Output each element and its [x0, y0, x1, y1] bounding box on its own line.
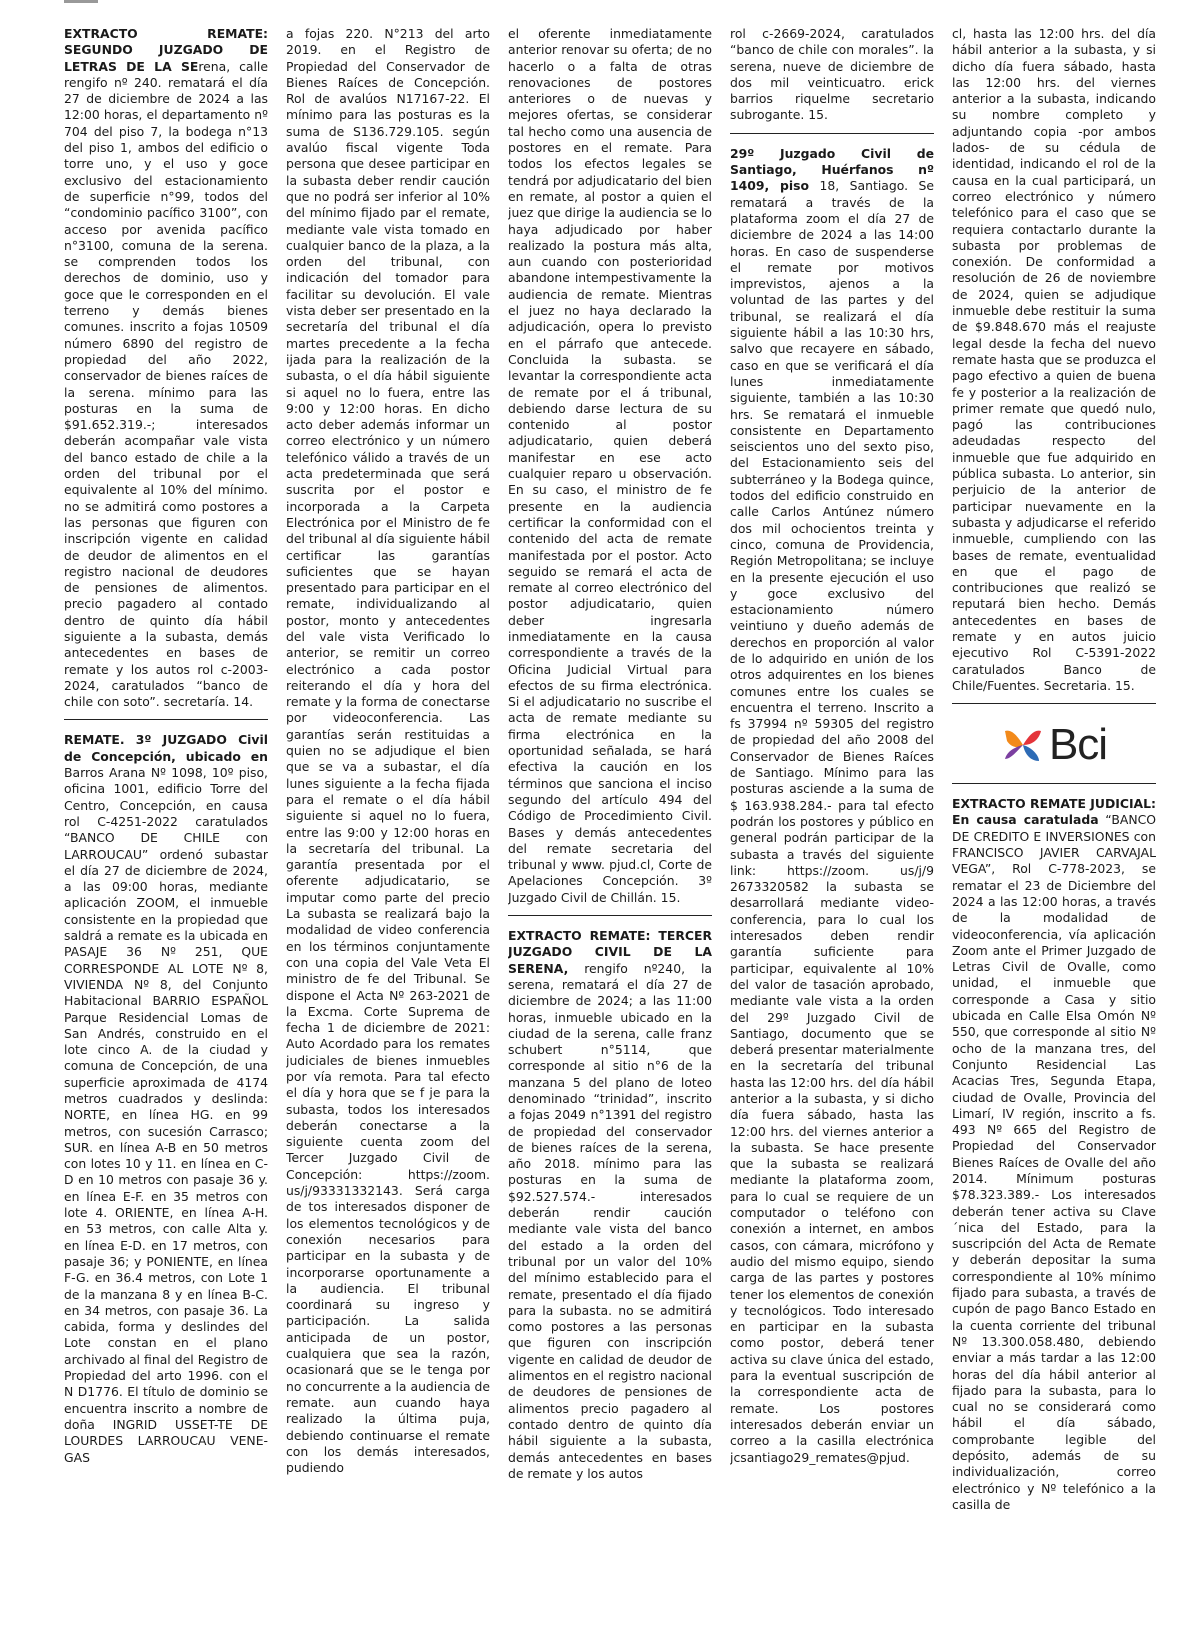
notice-divider [730, 133, 934, 134]
notice-heading: EXTRACTO REMATE: TERCER JUZGADO CIVIL DE LA SERENA, [508, 928, 712, 976]
notice-heading: EXTRACTO REMATE: SEGUNDO JUZGADO DE LETRAS DE LA SE [64, 26, 268, 74]
notice-body: 18, Santiago. Se rematará a través de la plataforma zoom el día 27 de diciembre de 2024 a las 14:00 horas. En caso de suspenderse el remate por motivos imprevistos, ajenos a la voluntad de las partes y del tribunal, se realizará el día siguiente hábil a las 10:30 hrs, salvo que recayere en sábado, caso en que se verificará el día lunes inmediatamente siguiente, también a las 10:30 hrs. Se rematará el inmueble consistente en Departamento seiscientos uno del sexto piso, del Estacionamiento seis del subterráneo y la Bodega quince, todos del edificio construido en calle Carlos Antúnez número dos mil ochocientos treinta y cinco, comuna de Providencia, Región Metropolitana; se incluye en la presente ejecución el uso y goce exclusivo del estacionamiento número veintiuno y dueño además de derechos en proporción al valor de lo adquirido en unión de los otros adquirentes en los bienes comunes entre los cuales se encuentra el terreno. Inscrito a fs 37994 nº 59305 del registro de propiedad del año 2008 del Conservador de Bienes Raíces de Santiago. Mínimo para las posturas asciende a la suma de $ 163.938.284.- para tal efecto podrán los postores y público en general podrán participar de la subasta a través del siguiente link: https://zoom. us/j/9 2673320582 la subasta se desarrollará mediante video-conferencia, para lo cual los interesados deben rendir garantía suficiente para participar, equivalente al 10% del valor de tasación aprobado, mediante vale vista a la orden del 29º Juzgado Civil de Santiago, documento que se deberá presentar materialmente en la secretaría del tribunal hasta las 12:00 hrs. del día hábil anterior a la subasta, y si dicho día fuera sábado, hasta las 12:00 hrs. del viernes anterior a la subasta. Se hace presente que la subasta se realizará mediante la plataforma zoom, para lo cual se requiere de un computador o teléfono con conexión a internet, en ambos casos, con cámara, micrófono y audio del mismo equipo, siendo carga de las partes y postores tener los elementos de conexión y tecnológicos. Todo interesado en participar en la subasta como postor, deberá tener activa su clave única del estado, para la eventual suscripción de la correspondiente acta de remate. Los postores interesados deberán enviar un correo a la casilla electrónica jcsantiago29_remates@pjud. [730, 178, 934, 1465]
notice-serena-segundo-juzgado [64, 26, 268, 710]
column-4 [730, 26, 934, 1636]
notice-concepcion-tercer-juzgado [64, 732, 268, 1465]
notice-body: “BANCO DE CREDITO E INVERSIONES con FRANCISCO JAVIER CARVAJAL VEGA”, Rol C-778-2023, se rematar el 23 de Diciembre del 2024 a las 12:00 horas, a través de la modalidad de videoconferencia, vía aplicación Zoom ante el Primer Juzgado de Letras Civil de Ovalle, como unidad, el inmueble que corresponde a Casa y sitio ubicada en Calle Elsa Omón Nº 550, que corresponde al sitio Nº ocho de la manzana tres, del Conjunto Residencial Las Acacias Tres, Segunda Etapa, ciudad de Ovalle, Provincia del Limarí, IV región, inscrito a fs. 493 Nº 665 del Registro de Propiedad del Conservador Bienes Raíces de Ovalle del año 2014. Mínimum posturas $78.323.389.- Los interesados deberán tener activa su Clave ´nica del Estado, para la suscripción del Acta de Remate y deberán depositar la suma correspondiente al 10% mínimo fijado para subasta, a través de cupón de pago Banco Estado en la cuenta corriente del tribunal Nº 13.300.058.480, debiendo enviar a más tardar a las 12:00 horas del día hábil anterior al fijado para la subasta, para lo cual no se considerará como hábil el día sábado, comprobante legible del depósito, además de su individualización, correo electrónico y Nº telefónico a la casilla de [952, 812, 1156, 1512]
notice-concepcion-continued [286, 26, 490, 1476]
notice-divider [508, 915, 712, 916]
top-rule-mark [64, 0, 98, 3]
notice-divider [952, 783, 1156, 784]
notice-concepcion-end [508, 26, 712, 906]
notice-body: el oferente inmediatamente anterior renovar su oferta; de no hacerlo o a falta de otras renovaciones de postores anteriores o de nuevas y mejores ofertas, se considerar tal hecho como una ausencia de postores en el remate. Para todos los efectos legales se tendrá por adjudicatario del bien en remate, al postor a quien el juez que dirige la audiencia se lo haya adjudicado por haber realizado la postura más alta, aun cuando con posterioridad abandone intempestivamente la audiencia de remate. Mientras el juez no haya declarado la adjudicación, opera lo previsto en el párrafo que antecede. Concluida la subasta. se levantar la correspondiente acta de remate por el á tribunal, debiendo darse lectura de su contenido al postor adjudicatario, quien deberá manifestar en ese acto cualquier reparo u observación. En su caso, el ministro de fe presente en la audiencia certificar la conformidad con el contenido del acta de remate manifestada por el postor. Acto seguido se remará el acta de remate al correo electrónico del postor adjudicatario, quien deber ingresarla inmediatamente en la causa correspondiente a través de la Oficina Judicial Virtual para efectos de su firma electrónica. Si el adjudicatario no suscribe el acta de remate mediante su firma electrónica en la oportunidad señalada, se hará efectiva la caución en los términos que sanciona el inciso segundo del artículo 494 del Código de Procedimiento Civil. Bases y demás antecedentes del remate secretaria del tribunal y www. pjud.cl, Corte de Apelaciones Concepción. 3º Juzgado Civil de Chillán. 15. [508, 26, 712, 905]
notice-santiago-29-juzgado [730, 146, 934, 1466]
notice-serena-tercer-end [730, 26, 934, 124]
bci-logo [952, 716, 1156, 774]
bci-logo-icon [1001, 725, 1045, 765]
notice-body: rena, calle rengifo nº 240. rematará el día 27 de diciembre de 2024 a las 12:00 horas, el departamento nº 704 del piso 7, la bodega n°13 del piso 1, ambos del edificio o torre uno, y el uso y goce exclusivo del estacionamiento de superficie n°99, todos del “condominio pacífico 3100”, con acceso por avenida pacífico n°3100, comuna de la serena. se comprenden todos los derechos de dominio, uso y goce que le corresponden en el terreno y demás bienes comunes. inscrito a fojas 10509 número 6890 del registro de propiedad del año 2022, conservador de bienes raíces de la serena. mínimo para las posturas en la suma de $91.652.319.-; interesados deberán acompañar vale vista del banco estado de chile a la orden del tribunal por el equivalente al 10% del mínimo. no se admitirá como postores a las personas que figuren con inscripción vigente en calidad de deudor de alimentos en el registro nacional de deudores de pensiones de alimentos. precio pagadero al contado dentro de quinto día hábil siguiente a la subasta, demás antecedentes en bases de remate y los autos rol c-2003-2024, caratulados “banco de chile con soto”. secretaría. 14. [64, 58, 268, 710]
notice-body: cl, hasta las 12:00 hrs. del día hábil anterior a la subasta, y si dicho día fuera sábado, hasta las 12:00 hrs. del viernes anterior a la subasta, indicando su nombre completo y adjuntando copia -por ambos lados- de su cédula de identidad, indicando el rol de la causa en la cual participará, un correo electrónico y número telefónico para el caso que se requiera contactarlo durante la subasta por problemas de conexión. De conformidad a resolución de 26 de noviembre de 2024, quien se adjudique inmueble debe restituir la suma de $9.848.670 más el reajuste legal desde la fecha del nuevo remate hasta que se produzca el pago efectivo a quien de buena fe y posterior a la realización de primer remate que quedó nulo, pagó las contribuciones adeudadas respecto del inmueble que fue adquirido en pública subasta. Lo anterior, sin perjuicio de la anterior de participar nuevamente en la subasta y adjudicarse el referido inmueble, cumpliendo con las bases de remate, eventualidad en que el pago de contribuciones que realizó se reputará bien hecho. Demás antecedentes en bases de remate y en autos juicio ejecutivo Rol C-5391-2022 caratulados Banco de Chile/Fuentes. Secretaria. 15. [952, 26, 1156, 693]
notice-body: rol c-2669-2024, caratulados “banco de chile con morales”. la serena, nueve de diciembre de dos mil veinticuatro. erick barrios riquelme secretario subrogante. 15. [730, 26, 934, 123]
column-3 [508, 26, 712, 1636]
notice-body: rengifo nº240, la serena, rematará el día 27 de diciembre de 2024; a las 11:00 horas, inmueble ubicado en la ciudad de la serena, calle franz schubert n°5114, que corresponde al sitio n°6 de la manzana 5 del plano de loteo denominado “trinidad”, inscrito a fojas 2049 n°1391 del registro de propiedad del conservador de bienes raíces de la serena, año 2018. mínimo para las posturas en la suma de $92.527.574.- interesados deberán rendir caución mediante vale vista del banco del estado a la orden del tribunal por un valor del 10% del mínimo establecido para el remate, presentado el día fijado para la subasta. no se admitirá como postores a las personas que figuren con inscripción vigente en calidad de deudor de alimentos en el registro nacional de deudores de pensiones de alimentos precio pagadero al contado dentro de quinto día hábil siguiente a la subasta, demás antecedentes en bases de remate y los autos [508, 960, 712, 1481]
column-1 [64, 26, 268, 1636]
bci-logo-wordmark: Bci [1048, 720, 1108, 770]
notice-body: a fojas 220. N°213 del arto 2019. en el Registro de Propiedad del Conservador de Bienes Raíces de Concepción. Rol de avalúos N17167-22. El mínimo para las posturas es la suma de S136.729.105. según avalúo fiscal vigente Toda persona que desee participar en la subasta deber rendir caución que no podrá ser inferior al 10% del mínimo fijado par el remate, mediante vale vista tomado en cualquier banco de la plaza, a la orden del tribunal, con indicación del tomador para facilitar su devolución. El vale vista deber ser presentado en la secretaría del tribunal el día martes precedente a la fecha ijada para la realización de la subasta, o el día hábil siguiente si aquel no lo fuera, entre las 9:00 y 12:00 horas. En dicho acto deber además informar un correo electrónico y un número telefónico válido a través de un acta predeterminada que será suscrita por el postor e incorporada a la Carpeta Electrónica por el Ministro de fe del tribunal al día siguiente hábil certificar las garantías suficientes que se hayan presentado para participar en el remate, individualizando al postor, monto y antecedentes del vale vista Verificado lo anterior, se remitir un correo electrónico a cada postor reiterando el día y hora del remate y la forma de conectarse por videoconferencia. Las garantías serán restituidas a quien no se adjudique el bien que se va a subastar, el día lunes siguiente a la fecha fijada para el remate o el día hábil siguiente si aquel no lo fuera, entre las 9:00 y 12:00 horas en la secretaría del tribunal. La garantía presentada por el oferente adjudicatario, se imputar como parte del precio La subasta se realizará bajo la modalidad de video conferencia en los términos conjuntamente con una copia del Vale Veta El ministro de fe del Tribunal. Se dispone el Acta Nº 263-2021 de la Excma. Corte Suprema de fecha 1 de diciembre de 2021: Auto Acordado para los remates judiciales de bienes inmuebles por vía remota. Para tal efecto el día y hora que se f je para la subasta, todos los interesados deberán conectarse a la siguiente cuenta zoom del Tercer Juzgado Civil de Concepción: https://zoom. us/j/93331332143. Será carga de tos interesados disponer de los elementos tecnológicos y de conexión necesarios para participar en la subasta y de incorporarse oportunamente a la audiencia. El tribunal coordinará su ingreso y participación. La salida anticipada de un postor, cualquiera que sea la razón, ocasionará que se le tenga por no concurrente a la audiencia de remate. aun cuando haya realizado la última puja, debiendo continuarse el remate con los demás interesados, pudiendo [286, 26, 490, 1476]
column-5 [952, 26, 1156, 1636]
notice-heading: 29º Juzgado Civil de Santiago, Huérfanos nº 1409, piso [730, 145, 934, 194]
notice-heading: REMATE. 3º JUZGADO Civil de Concepción, ubicado en [64, 732, 268, 764]
notice-santiago-end [952, 26, 1156, 694]
notice-divider [952, 703, 1156, 704]
column-2 [286, 26, 490, 1636]
notice-heading: EXTRACTO REMATE JUDICIAL: En causa caratulada [952, 796, 1156, 828]
notice-serena-tercer-juzgado [508, 928, 712, 1482]
notice-ovalle-primer-juzgado [952, 796, 1156, 1513]
notice-body: Barros Arana Nº 1098, 10º piso, oficina 1001, edificio Torre del Centro, Concepción, en causa rol C-4251-2022 caratulados “BANCO DE CHILE con LARROUCAU” ordenó subastar el día 27 de diciembre de 2024, a las 09:00 horas, mediante aplicación ZOOM, el inmueble consistente en la propiedad que saldrá a remate es la ubicada en PASAJE 36 Nº 251, QUE CORRESPONDE AL LOTE Nº 8, VIVIENDA Nº 8, del Conjunto Habitacional BARRIO ESPAÑOL Parque Residencial Lomas de San Andrés, construido en el lote cinco A. de la ciudad y comuna de Concepción, de una superficie aproximada de 4174 metros cuadrados y deslinda: NORTE, en línea HG. en 99 metros, con sucesión Carrasco; SUR. en línea A-B en 50 metros con lotes 10 y 11. en línea en C-D en 10 metros con pasaje 36 y. en línea E-F. en 35 metros con lote 4. ORIENTE, en línea A-H. en 53 metros, con calle Alta y. en línea E-D. en 17 metros, con pasaje 36; y PONIENTE, en línea F-G. en 36.4 metros, con Lote 1 de la manzana 8 y en línea B-C. en 34 metros, con pasaje 36. La cabida, forma y deslindes del Lote constan en el plano archivado al final del Registro de Propiedad del arto 1996. con el N D1776. El título de dominio se encuentra inscrito a nombre de doña INGRID USSET-TE DE LOURDES LARROUCAU VENE-GAS [64, 765, 268, 1465]
notice-divider [64, 719, 268, 720]
